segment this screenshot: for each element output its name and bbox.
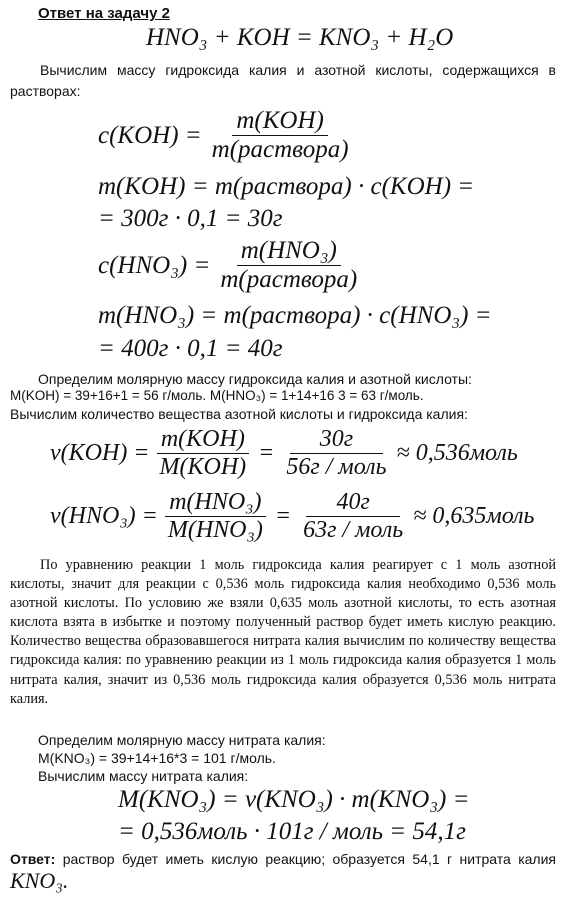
equals-sign: =: [258, 440, 275, 467]
formula-c-koh: [98, 108, 353, 164]
formula-nu-hno3: [50, 490, 534, 543]
formula-lhs: ν(HNO₃) =: [50, 503, 158, 530]
formula-m-kno3-line1: M(KNO₃) = ν(KNO₃) · m(KNO₃) =: [118, 786, 470, 813]
fraction: [208, 108, 353, 164]
molar-kno3-value: M(KNO₃) = 39+14+16*3 = 101 г/моль.: [38, 750, 276, 766]
formula-m-koh-line2: = 300г · 0,1 = 30г: [98, 205, 283, 232]
formula-result: ≈ 0,635моль: [413, 503, 535, 530]
formula-lhs: c(KOH) =: [98, 121, 202, 149]
numerator: m(HNO₃): [237, 238, 341, 266]
denominator: M(HNO₃): [167, 517, 263, 544]
page-heading: Ответ на задачу 2: [38, 5, 170, 22]
molar-kno3-intro: Определим молярную массу нитрата калия:: [38, 732, 326, 748]
formula-nu-koh: [50, 427, 518, 480]
answer-block: [10, 848, 556, 894]
fraction: [216, 238, 361, 294]
formula-lhs: ν(KOH) =: [50, 440, 150, 467]
fraction-mass: [164, 490, 267, 543]
formula-c-hno3: [98, 238, 361, 294]
answer-formula: KNO₃.: [10, 868, 69, 893]
answer-label: Ответ:: [10, 851, 56, 867]
numerator: m(HNO₃): [165, 490, 265, 517]
mass-kno3-intro: Вычислим массу нитрата калия:: [38, 768, 249, 784]
denominator: 56г / моль: [286, 454, 387, 481]
equals-sign: =: [274, 503, 292, 530]
formula-m-hno3-line1: m(HNO₃) = m(раствора) · c(HNO₃) =: [98, 302, 492, 329]
fraction-values: [282, 427, 390, 480]
numerator: m(KOH): [232, 108, 328, 136]
formula-m-hno3-line2: = 400г · 0,1 = 40г: [98, 335, 283, 362]
reaction-equation: HNO₃ + KOH = KNO₃ + H₂O: [146, 24, 454, 51]
fraction-mass: [156, 427, 251, 480]
denominator: M(KOH): [159, 454, 247, 481]
formula-lhs: c(HNO₃) =: [98, 251, 211, 279]
numerator: 40г: [306, 490, 399, 517]
denominator: 63г / моль: [303, 517, 404, 544]
denominator: m(раствора): [220, 266, 358, 294]
formula-m-koh-line1: m(KOH) = m(раствора) · c(KOH) =: [98, 173, 475, 200]
formula-result: ≈ 0,536моль: [396, 440, 518, 467]
intro-text: Вычислим массу гидроксида калия и азотной кислоты, содержащихся в растворах:: [10, 62, 556, 99]
numerator: m(KOH): [157, 427, 249, 454]
formula-m-kno3-line2: = 0,536моль · 101г / моль = 54,1г: [118, 818, 466, 845]
fraction-values: [299, 490, 407, 543]
molar-intro: Определим молярную массу гидроксида калия и азотной кислоты:: [38, 371, 472, 387]
denominator: m(раствора): [211, 136, 349, 164]
molar-values: M(KOH) = 39+16+1 = 56 г/моль. M(HNO₃) = 1+14+16 3 = 63 г/моль.: [10, 388, 424, 403]
amount-intro: Вычислим количество вещества азотной кислоты и гидроксида калия:: [10, 406, 468, 422]
answer-text: раствор будет иметь кислую реакцию; образуется 54,1 г нитрата калия: [62, 851, 557, 867]
numerator: 30г: [290, 427, 383, 454]
reasoning-paragraph: По уравнению реакции 1 моль гидроксида калия реагирует с 1 моль азотной кислоты, значит для реакции с 0,536 моль гидроксида калия необходимо 0,536 моль азотной кислоты. По условию же взяли 0,635 моль азотной кислоты, то есть азотная кислота взята в избытке и поэтому полученный раствор будет иметь кислую реакцию. Количество вещества образовавшегося нитрата калия вычислим по количеству вещества гидроксида калия: по уравнению реакции из 1 моль гидроксида калия образуется 1 моль нитрата калия, значит из 0,536 моль гидроксида калия образуется 0,536 моль нитрата калия.: [10, 557, 556, 707]
